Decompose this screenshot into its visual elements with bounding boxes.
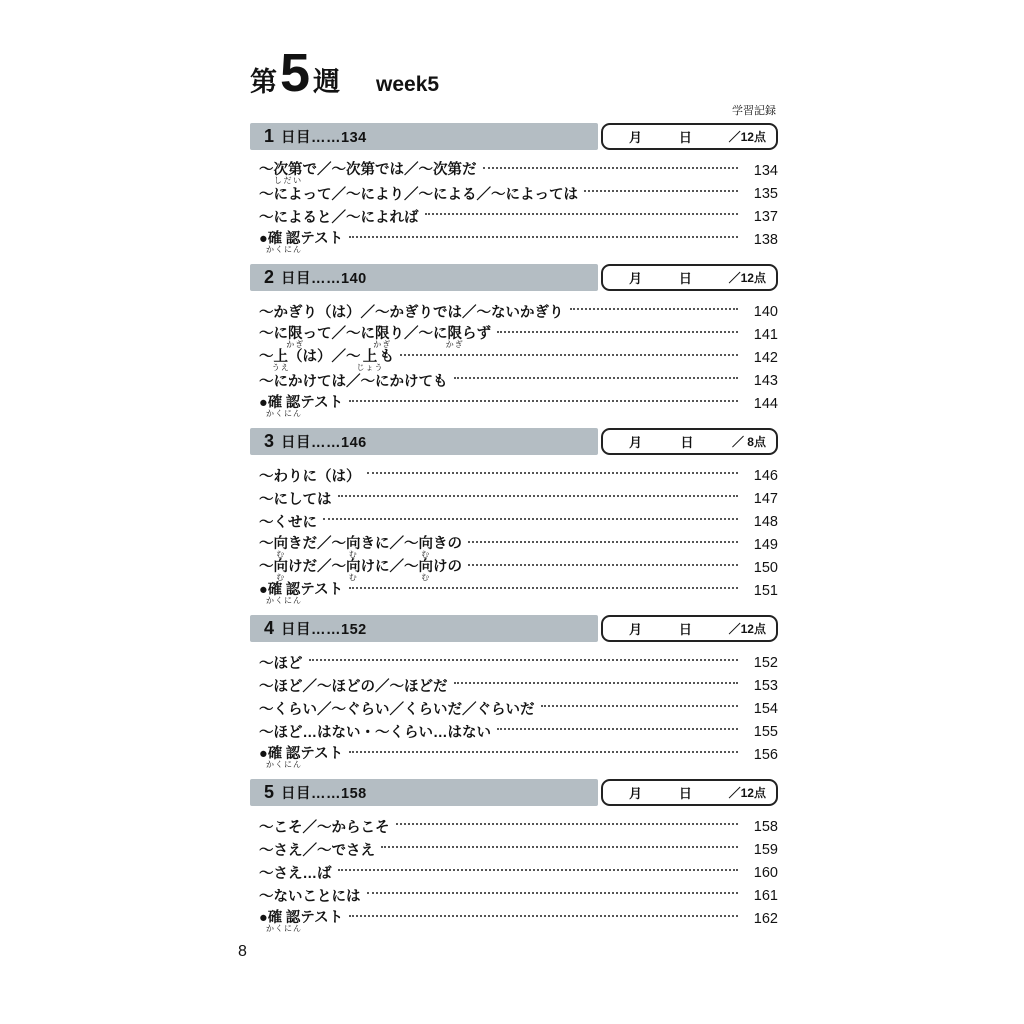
week-heading-label: week5: [376, 73, 440, 96]
item-page-number: 144: [753, 395, 778, 412]
item-text: ～によると／～によれば: [259, 210, 419, 226]
day-label: 日: [678, 786, 692, 801]
sections: [250, 123, 778, 933]
item-text: ～わりに（は）: [259, 469, 361, 485]
section-header: [250, 779, 778, 806]
day-label: 日: [678, 622, 692, 637]
month-label: 月: [629, 435, 643, 450]
toc-item: [259, 651, 778, 674]
leader-dots: [454, 377, 739, 379]
date-record-box: [601, 428, 778, 455]
section-title-bar: [250, 264, 598, 291]
week-heading-shuu: 週: [313, 67, 341, 97]
toc-item: [259, 720, 778, 743]
date-record-box: [601, 264, 778, 291]
item-page-number: 150: [753, 559, 778, 576]
study-record-label: 学習記録: [732, 105, 776, 117]
item-page-number: 162: [753, 910, 778, 927]
toc-item: [259, 674, 778, 697]
item-text: ～ないことには: [259, 889, 361, 905]
toc-section: [250, 264, 778, 418]
item-page-number: 143: [753, 372, 778, 389]
leader-dots: [349, 236, 738, 238]
item-list: [250, 159, 778, 254]
leader-dots: [367, 892, 739, 894]
toc-item: [259, 392, 778, 418]
section-header: [250, 123, 778, 150]
item-page-number: 153: [753, 677, 778, 694]
toc-item: [259, 346, 778, 372]
leader-dots: [497, 728, 738, 730]
leader-dots: [367, 472, 739, 474]
section-header: [250, 264, 778, 291]
toc-item: [259, 300, 778, 323]
item-text: ●確認かくにんテスト: [259, 230, 344, 254]
toc-section: [250, 615, 778, 769]
month-label: 月: [629, 622, 643, 637]
points-label: ／12点: [728, 622, 766, 636]
item-page-number: 154: [753, 700, 778, 717]
item-list: [250, 300, 778, 418]
toc-page: [238, 43, 778, 961]
item-text: ～さえ／～でさえ: [259, 843, 375, 859]
section-header: [250, 615, 778, 642]
item-text: ～向むけだ／～向むけに／～向むけの: [259, 558, 462, 582]
toc-section: [250, 779, 778, 933]
item-text: ～次第しだいで／～次第では／～次第だ: [259, 161, 477, 185]
toc-item: [259, 884, 778, 907]
item-list: [250, 464, 778, 605]
toc-item: [259, 861, 778, 884]
leader-dots: [349, 587, 738, 589]
item-page-number: 160: [753, 864, 778, 881]
section-title: 日目……152: [281, 622, 367, 638]
week-heading-dai: 第: [250, 67, 277, 97]
item-text: ～ほど／～ほどの／～ほどだ: [259, 679, 448, 695]
section-title-bar: [250, 779, 598, 806]
item-text: ～くらい／～ぐらい／くらいだ／ぐらいだ: [259, 702, 535, 718]
item-page-number: 151: [753, 582, 778, 599]
item-list: [250, 651, 778, 769]
toc-item: [259, 182, 778, 205]
section-title: 日目……158: [281, 786, 367, 802]
toc-item: [259, 159, 778, 185]
section-day-number: 4: [264, 618, 275, 638]
leader-dots: [454, 682, 739, 684]
section-day-number: 3: [264, 431, 275, 451]
leader-dots: [349, 915, 738, 917]
item-page-number: 141: [753, 326, 778, 343]
item-page-number: 146: [753, 467, 778, 484]
points-label: ／12点: [728, 271, 766, 285]
section-day-number: 1: [264, 126, 275, 146]
date-record-box: [601, 123, 778, 150]
toc-item: [259, 556, 778, 582]
toc-item: [259, 369, 778, 392]
leader-dots: [338, 495, 739, 497]
toc-item: [259, 815, 778, 838]
toc-item: [259, 579, 778, 605]
section-title: 日目……140: [281, 271, 367, 287]
toc-item: [259, 228, 778, 254]
item-list: [250, 815, 778, 933]
leader-dots: [541, 705, 739, 707]
item-text: ～ほど: [259, 656, 303, 672]
item-text: ～こそ／～からこそ: [259, 820, 390, 836]
leader-dots: [349, 400, 738, 402]
item-text: ～にかけては／～にかけても: [259, 374, 448, 390]
leader-dots: [483, 167, 739, 169]
item-text: ～向むきだ／～向むきに／～向むきの: [259, 535, 462, 559]
toc-item: [259, 205, 778, 228]
toc-item: [259, 838, 778, 861]
item-page-number: 149: [753, 536, 778, 553]
leader-dots: [396, 823, 739, 825]
item-text: ～上うえ（は）／～上じょうも: [259, 348, 394, 372]
item-text: ～に限かぎって／～に限かぎり／～に限かぎらず: [259, 325, 491, 349]
item-page-number: 137: [753, 208, 778, 225]
item-page-number: 156: [753, 746, 778, 763]
item-page-number: 161: [753, 887, 778, 904]
item-page-number: 152: [753, 654, 778, 671]
toc-item: [259, 697, 778, 720]
date-record-box: [601, 779, 778, 806]
item-text: ●確認かくにんテスト: [259, 394, 344, 418]
item-text: ～くせに: [259, 515, 317, 531]
leader-dots: [570, 308, 739, 310]
leader-dots: [400, 354, 738, 356]
toc-section: [250, 428, 778, 605]
item-text: ～にしては: [259, 492, 332, 508]
leader-dots: [349, 751, 738, 753]
page-number: 8: [238, 943, 247, 960]
item-page-number: 147: [753, 490, 778, 507]
item-text: ●確認かくにんテスト: [259, 745, 344, 769]
toc-item: [259, 743, 778, 769]
leader-dots: [381, 846, 738, 848]
item-text: ●確認かくにんテスト: [259, 581, 344, 605]
item-page-number: 148: [753, 513, 778, 530]
week-heading: [250, 43, 778, 103]
section-title-bar: [250, 123, 598, 150]
leader-dots: [323, 518, 738, 520]
day-label: 日: [678, 130, 692, 145]
points-label: ／ 8点: [731, 435, 766, 449]
section-title-bar: [250, 615, 598, 642]
toc-item: [259, 487, 778, 510]
leader-dots: [338, 869, 739, 871]
item-page-number: 155: [753, 723, 778, 740]
month-label: 月: [629, 130, 643, 145]
day-label: 日: [680, 435, 694, 450]
leader-dots: [468, 564, 738, 566]
week-heading-number: 5: [280, 43, 311, 103]
leader-dots: [584, 190, 738, 192]
date-record-box: [601, 615, 778, 642]
toc-item: [259, 533, 778, 559]
day-label: 日: [678, 271, 692, 286]
section-title: 日目……134: [281, 130, 367, 146]
leader-dots: [425, 213, 739, 215]
month-label: 月: [629, 271, 643, 286]
toc-item: [259, 907, 778, 933]
points-label: ／12点: [728, 130, 766, 144]
item-page-number: 138: [753, 231, 778, 248]
toc-item: [259, 464, 778, 487]
section-day-number: 5: [264, 782, 275, 802]
toc-item: [259, 323, 778, 349]
month-label: 月: [629, 786, 643, 801]
toc-item: [259, 510, 778, 533]
section-title-bar: [250, 428, 598, 455]
item-page-number: 158: [753, 818, 778, 835]
leader-dots: [309, 659, 739, 661]
item-text: ～さえ…ば: [259, 866, 332, 882]
section-day-number: 2: [264, 267, 275, 287]
leader-dots: [468, 541, 738, 543]
toc-section: [250, 123, 778, 254]
item-text: ～によって／～により／～による／～によっては: [259, 187, 578, 203]
item-text: ～ほど…はない・～くらい…はない: [259, 725, 491, 741]
section-title: 日目……146: [281, 435, 367, 451]
leader-dots: [497, 331, 738, 333]
item-text: ～かぎり（は）／～かぎりでは／～ないかぎり: [259, 305, 564, 321]
item-page-number: 140: [753, 303, 778, 320]
item-page-number: 159: [753, 841, 778, 858]
section-header: [250, 428, 778, 455]
item-page-number: 142: [753, 349, 778, 366]
item-text: ●確認かくにんテスト: [259, 909, 344, 933]
item-page-number: 134: [753, 162, 778, 179]
item-page-number: 135: [753, 185, 778, 202]
points-label: ／12点: [728, 786, 766, 800]
